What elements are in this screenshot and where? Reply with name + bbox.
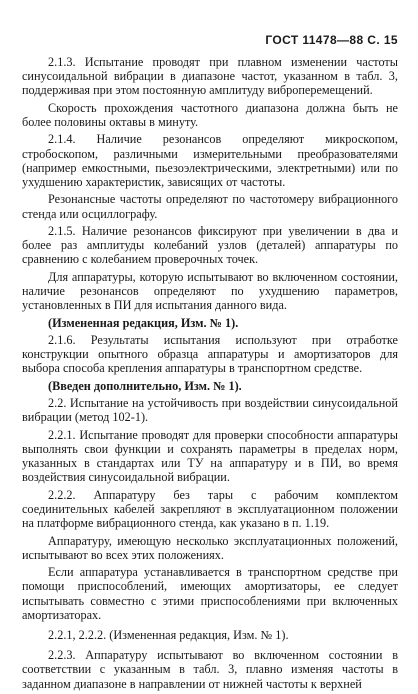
document-body: [22, 55, 398, 694]
paragraph-sweep-speed: Скорость прохождения частотного диапазона должна быть не более половины октавы в минуту.: [22, 100, 398, 129]
paragraph-transport-fixtures: Если аппаратура устанавливается в транспортном средстве при помощи приспособлений, имеющих амортизаторы, ее следует испытывать совместно с этими приспособлениями при включенных амортизаторах.: [22, 565, 398, 622]
paragraph-resonance-frequencies: Резонансные частоты определяют по частотомеру вибрационного стенда или осциллографу.: [22, 192, 398, 221]
paragraph-2-2-2: 2.2.2. Аппаратуру без тары с рабочим комплектом соединительных кабелей закрепляют в эксплуатационном положении на платформе вибрационного стенда, как указано в п. 1.19.: [22, 487, 398, 531]
paragraph-2-1-5: 2.1.5. Наличие резонансов фиксируют при увеличении в два и более раз амплитуды колебаний узлов (деталей) аппаратуры по сравнению с колебанием проверочных точек.: [22, 223, 398, 267]
page-header: ГОСТ 11478—88 С. 15: [265, 33, 398, 47]
amendment-note-1: (Измененная редакция, Изм. № 1).: [48, 315, 239, 330]
paragraph-2-1-6: 2.1.6. Результаты испытания используют при отработке конструкции опытного образца аппаратуры и амортизаторов для выбора способа крепления аппаратуры в транспортном средстве.: [22, 332, 398, 376]
paragraph-multiple-positions: Аппаратуру, имеющую несколько эксплуатационных положений, испытывают во всех этих положениях.: [22, 533, 398, 562]
paragraph-2-1-3: 2.1.3. Испытание проводят при плавном изменении частоты синусоидальной вибрации в диапазоне частот, указанном в табл. 3, поддерживая при этом постоянную амплитуду виброперемещений.: [22, 55, 398, 98]
paragraph-powered-equipment: Для аппаратуры, которую испытывают во включенном состоянии, наличие резонансов определяют по ухудшению параметров, установленных в ПИ для испытания данного вида.: [22, 269, 398, 313]
amendment-note-3: 2.2.1, 2.2.2. (Измененная редакция, Изм. № 1).: [48, 627, 289, 642]
paragraph-2-2-1: 2.2.1. Испытание проводят для проверки способности аппаратуры выполнять свои функции и сохранять параметры в пределах норм, указанных в стандартах или ТУ на аппаратуру и в ПИ, во время воздействия синусоидальной вибрации.: [22, 427, 398, 485]
amendment-note-2: (Введен дополнительно, Изм. № 1).: [48, 378, 242, 393]
paragraph-2-2: 2.2. Испытание на устойчивость при воздействии синусоидальной вибрации (метод 102-1).: [22, 396, 398, 425]
paragraph-2-1-4: 2.1.4. Наличие резонансов определяют микроскопом, стробоскопом, различными измерительными преобразователями (например емкостными, пьезоэлектрическими, электретными) или по ухудшению характеристик, зависящих от частоты.: [22, 132, 398, 189]
paragraph-2-2-3: 2.2.3. Аппаратуру испытывают во включенном состоянии в соответствии с указанным в табл. 3, плавно изменяя частоты в заданном диапазоне в направлении от нижней частоты к верхней: [22, 648, 398, 691]
